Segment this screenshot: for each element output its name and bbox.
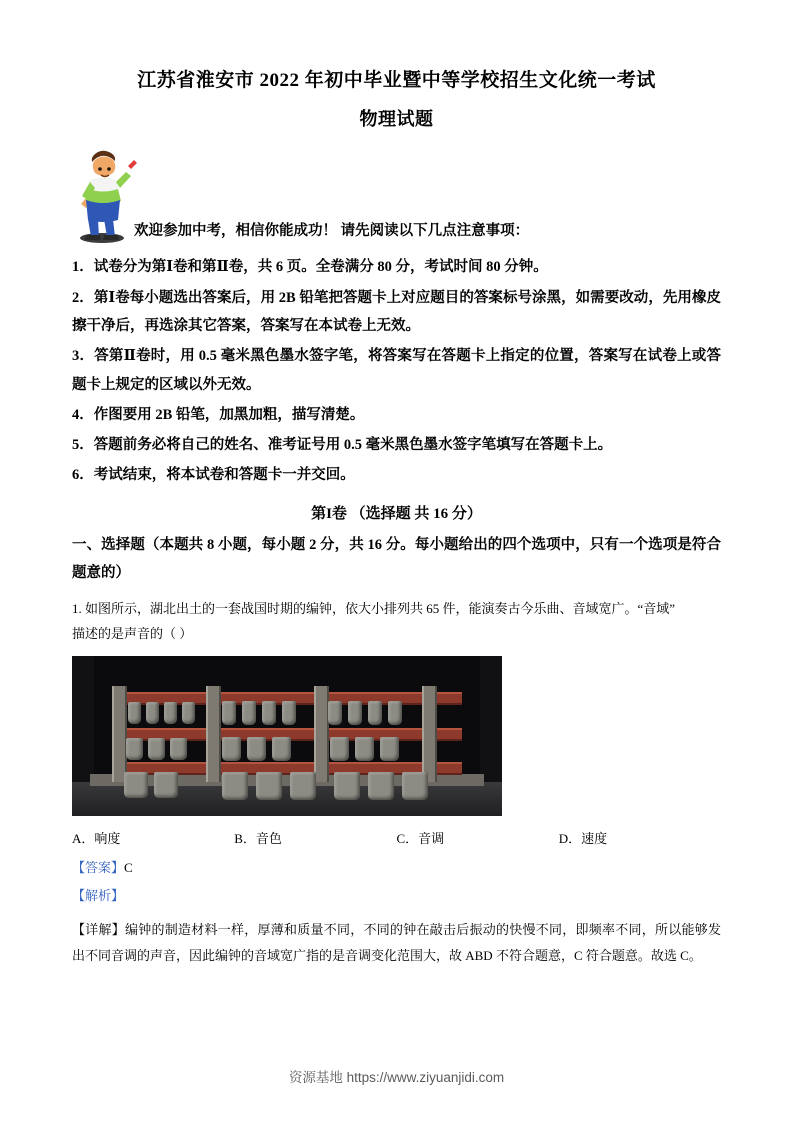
notice-item: 2．第Ⅰ卷每小题选出答案后，用 2B 铅笔把答题卡上对应题目的答案标号涂黑，如需要改动，先用橡皮擦干净后，再选涂其它答案，答案写在本试卷上无效。: [72, 289, 721, 334]
notice-item: 6．考试结束，将本试卷和答题卡一并交回。: [72, 467, 355, 484]
page-subtitle: 物理试题: [359, 109, 434, 130]
question-group-heading: 一、选择题（本题共 8 小题，每小题 2 分，共 16 分。每小题给出的四个选项中，只有一个选项是符合题意的）: [72, 536, 721, 581]
question-number: 1.: [72, 601, 82, 617]
detail-paragraph: [72, 917, 721, 969]
option-b-label: 音色: [255, 831, 282, 847]
page-title: 江苏省淮安市 2022 年初中毕业暨中等学校招生文化统一考试: [137, 70, 656, 91]
section-heading: 第I卷 （选择题 共 16 分）: [311, 505, 482, 522]
welcome-text: 欢迎参加中考，相信你能成功！ 请先阅读以下几点注意事项：: [134, 223, 530, 240]
notice-item: 3．答第Ⅱ卷时，用 0.5 毫米黑色墨水签字笔，将答案写在答题卡上指定的位置，答案写在试卷上或答题卡上规定的区域以外无效。: [72, 348, 721, 393]
option-d-label: 速度: [581, 831, 608, 847]
bianzhong-photo: [72, 656, 502, 816]
option-c-label: 音调: [418, 831, 445, 847]
option-d-key: D．: [558, 831, 582, 847]
question-text: [72, 597, 721, 622]
option-b[interactable]: [234, 828, 396, 847]
notice-list: [72, 253, 721, 489]
option-b-key: B．: [234, 831, 256, 847]
footer-watermark: 资源基地 https://www.ziyuanjidi.com: [288, 1070, 505, 1085]
options-row: [72, 828, 721, 847]
option-c-key: C．: [396, 831, 419, 847]
question-line-1: 如图所示，湖北出土的一套战国时期的编钟，依大小排列共 65 件，能演奏古今乐曲、音域宽广。“音域”: [85, 601, 676, 617]
answer-label: 【答案】: [72, 860, 125, 876]
option-a[interactable]: [72, 828, 234, 847]
option-a-key: A．: [72, 831, 95, 847]
notice-item: 4．作图要用 2B 铅笔，加黑加粗，描写清楚。: [72, 406, 365, 423]
answer-line: [72, 855, 721, 881]
notice-item: 1．试卷分为第Ⅰ卷和第Ⅱ卷，共 6 页。全卷满分 80 分，考试时间 80 分钟。: [72, 259, 548, 276]
answer-value: C: [124, 860, 133, 876]
option-d[interactable]: [559, 828, 721, 847]
analysis-label: 【解析】: [72, 888, 125, 904]
option-a-label: 响度: [94, 831, 121, 847]
mascot-row: [72, 147, 721, 239]
question-line-2: 描述的是声音的（ ）: [72, 625, 193, 641]
notice-item: 5．答题前务必将自己的姓名、准考证号用 0.5 毫米黑色墨水签字笔填写在答题卡上。: [72, 437, 613, 454]
question-figure: [72, 656, 721, 816]
detail-text: 编钟的制造材料一样，厚薄和质量不同，不同的钟在敲击后振动的快慢不同，即频率不同，所以能够发出不同音调的声音，因此编钟的音域宽广指的是音调变化范围大，故 ABD 不符合题意，C 符合题意。故选 C。: [72, 922, 721, 964]
detail-label: 【详解】: [72, 922, 125, 938]
option-c[interactable]: [397, 828, 559, 847]
